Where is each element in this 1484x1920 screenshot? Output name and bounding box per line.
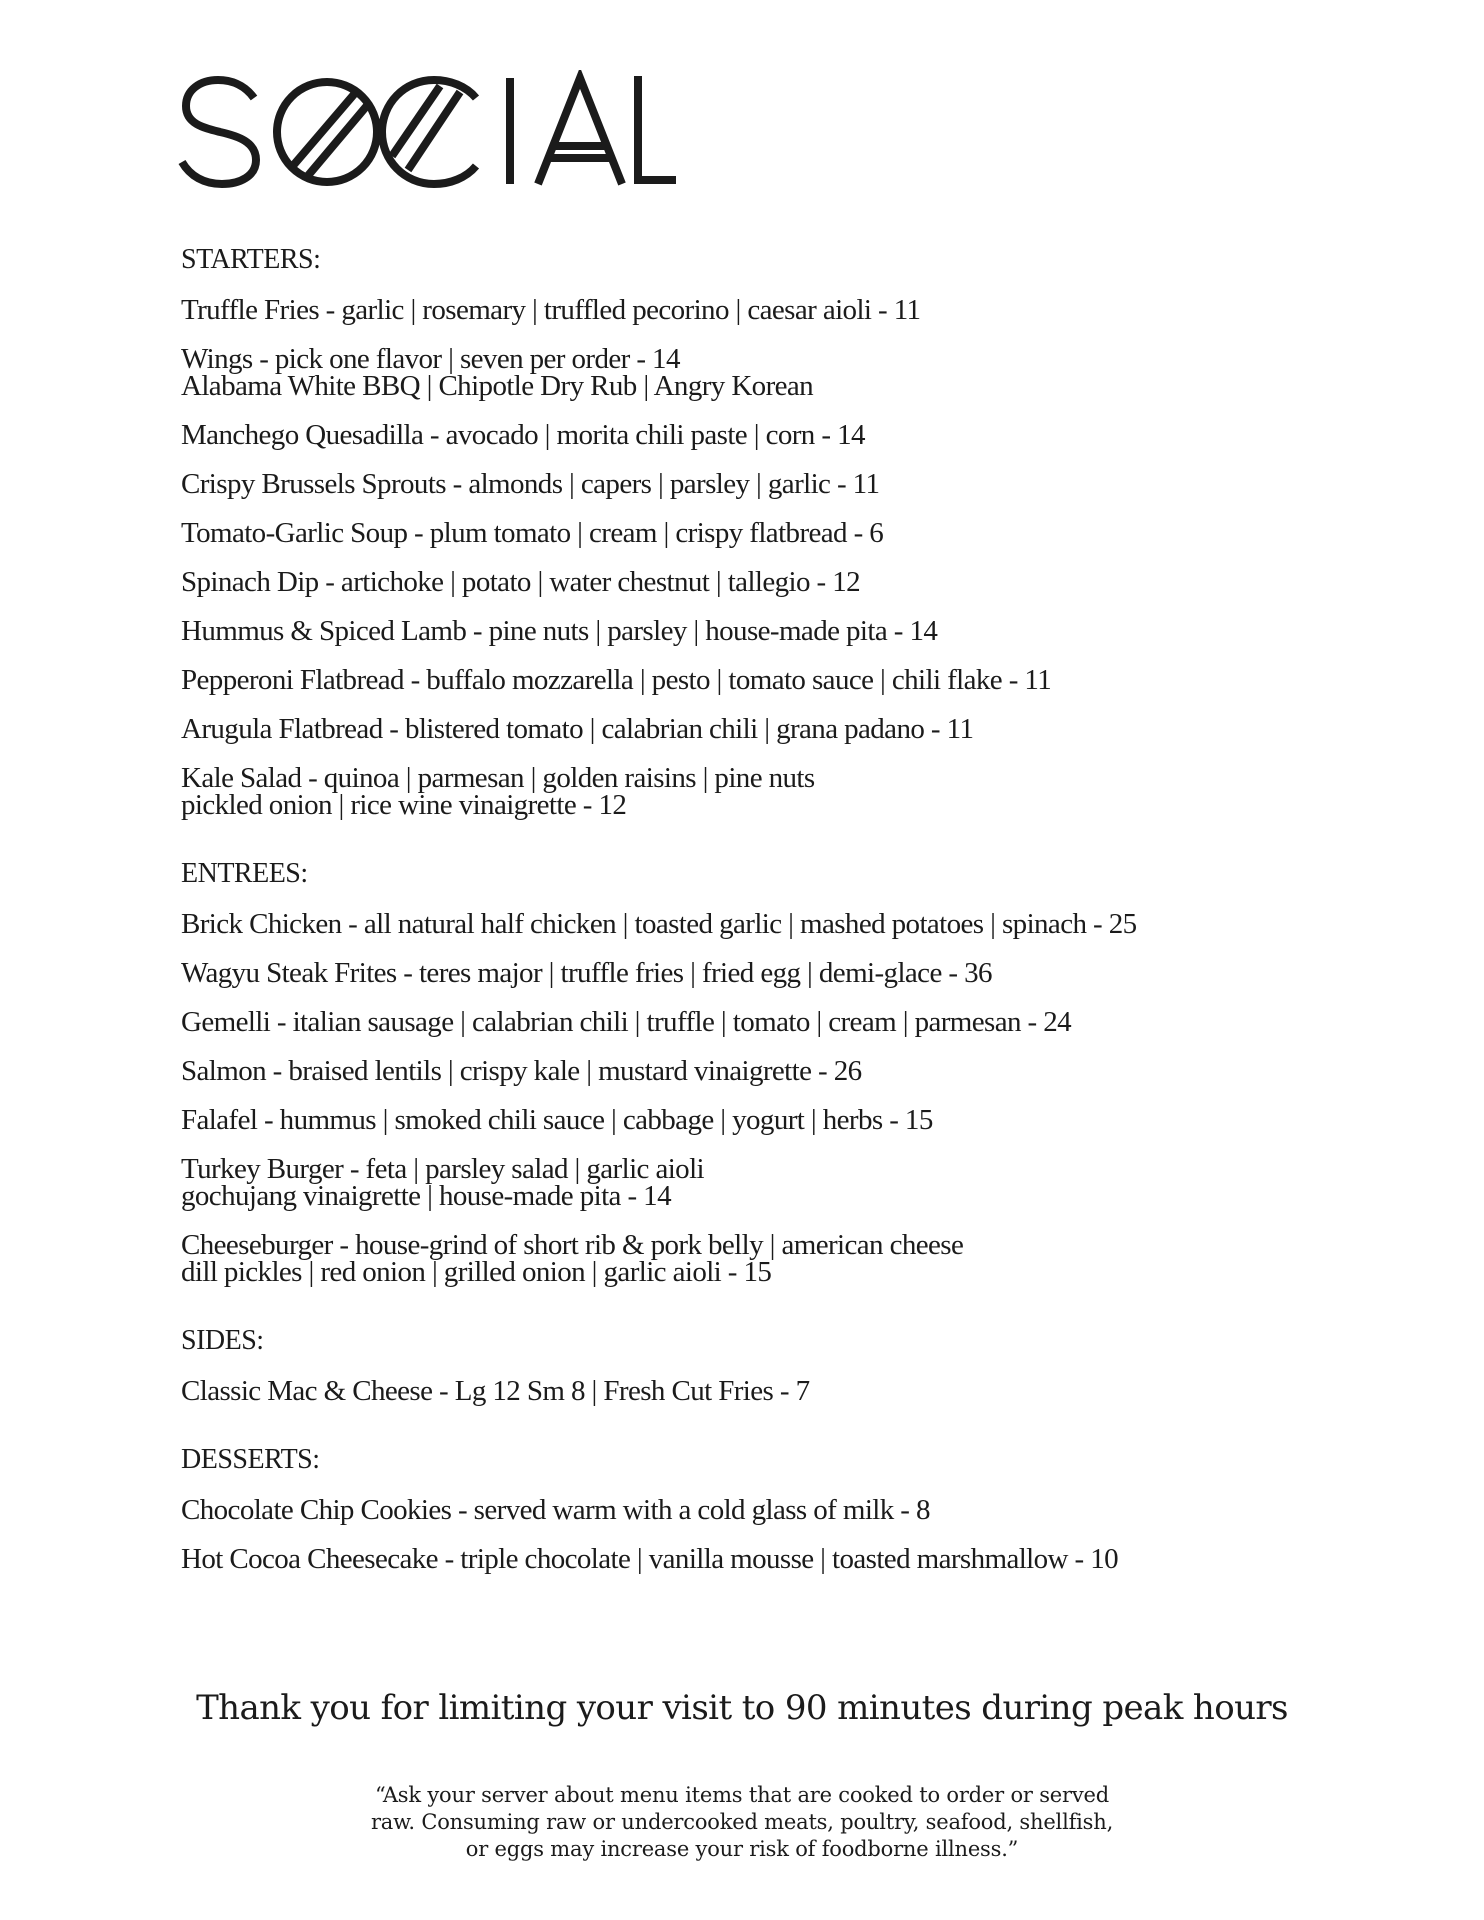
menu-item [181,664,1301,696]
menu-item-line: Spinach Dip - artichoke | potato | water chestnut | tallegio - 12 [181,566,861,598]
menu-item [181,517,1301,549]
menu-item-line: Tomato-Garlic Soup - plum tomato | cream | crispy flatbread - 6 [181,517,884,549]
menu-item-line: Classic Mac & Cheese - Lg 12 Sm 8 | Fresh Cut Fries - 7 [181,1375,810,1407]
menu-item-line: Wings - pick one flavor | seven per order - 14 [181,343,680,375]
menu-item [181,343,1301,402]
peak-hours-notice: Thank you for limiting your visit to 90 minutes during peak hours [196,1688,1288,1728]
section-desserts [181,1445,1301,1573]
menu-item-line: Salmon - braised lentils | crispy kale | mustard vinaigrette - 26 [181,1055,862,1087]
menu-item [181,1153,1301,1212]
section-title: ENTREES: [181,858,308,889]
menu-item-line: Kale Salad - quinoa | parmesan | golden raisins | pine nuts [181,762,815,794]
menu-item-line: Manchego Quesadilla - avocado | morita chili paste | corn - 14 [181,419,865,451]
social-logo-mark [178,70,678,190]
menu-item [181,294,1301,326]
food-safety-disclaimer [0,1782,1484,1863]
menu-item-line: Hummus & Spiced Lamb - pine nuts | parsley | house-made pita - 14 [181,615,938,647]
disclaimer-line: raw. Consuming raw or undercooked meats, poultry, seafood, shellfish, [370,1810,1114,1834]
menu-item-line: gochujang vinaigrette | house-made pita - 14 [181,1180,671,1212]
menu-item [181,615,1301,647]
menu-item [181,1229,1301,1288]
section-entrees [181,859,1301,1286]
section-title: STARTERS: [181,244,321,275]
social-logo [178,70,678,190]
menu-item-line: Cheeseburger - house-grind of short rib & pork belly | american cheese [181,1229,964,1261]
menu-item-line: Truffle Fries - garlic | rosemary | truffled pecorino | caesar aioli - 11 [181,294,921,326]
menu-item [181,1104,1301,1136]
section-sides [181,1326,1301,1405]
menu-item [181,762,1301,821]
menu-item-line: Brick Chicken - all natural half chicken | toasted garlic | mashed potatoes | spinach - 25 [181,908,1137,940]
menu-item [181,1543,1301,1575]
menu-item-line: pickled onion | rice wine vinaigrette - 12 [181,789,627,821]
menu-item-line: Gemelli - italian sausage | calabrian chili | truffle | tomato | cream | parmesan - 24 [181,1006,1072,1038]
menu-item-line: Alabama White BBQ | Chipotle Dry Rub | Angry Korean [181,370,814,402]
menu-item [181,908,1301,940]
menu-item-line: Wagyu Steak Frites - teres major | truffle fries | fried egg | demi-glace - 36 [181,957,992,989]
menu-item-line: Pepperoni Flatbread - buffalo mozzarella | pesto | tomato sauce | chili flake - 11 [181,664,1052,696]
menu-item-line: dill pickles | red onion | grilled onion | garlic aioli - 15 [181,1256,772,1288]
menu-item-line: Crispy Brussels Sprouts - almonds | capers | parsley | garlic - 11 [181,468,880,500]
menu-item [181,713,1301,745]
section-starters [181,245,1301,819]
menu-item-line: Arugula Flatbread - blistered tomato | calabrian chili | grana padano - 11 [181,713,974,745]
disclaimer-line: or eggs may increase your risk of foodborne illness.” [465,1837,1019,1861]
menu-item [181,1375,1301,1407]
menu-item-line: Hot Cocoa Cheesecake - triple chocolate | vanilla mousse | toasted marshmallow - 10 [181,1543,1119,1575]
menu-item-line: Falafel - hummus | smoked chili sauce | cabbage | yogurt | herbs - 15 [181,1104,933,1136]
menu-item [181,1494,1301,1526]
disclaimer-line: “Ask your server about menu items that are cooked to order or served [375,1783,1109,1807]
menu-item-line: Turkey Burger - feta | parsley salad | garlic aioli [181,1153,704,1185]
menu-item [181,419,1301,451]
section-title: SIDES: [181,1325,264,1356]
menu-item-line: Chocolate Chip Cookies - served warm with a cold glass of milk - 8 [181,1494,930,1526]
menu-item [181,468,1301,500]
menu-item [181,957,1301,989]
menu-body [181,245,1301,1595]
menu-item [181,1006,1301,1038]
section-title: DESSERTS: [181,1444,320,1475]
menu-item [181,1055,1301,1087]
menu-item [181,566,1301,598]
